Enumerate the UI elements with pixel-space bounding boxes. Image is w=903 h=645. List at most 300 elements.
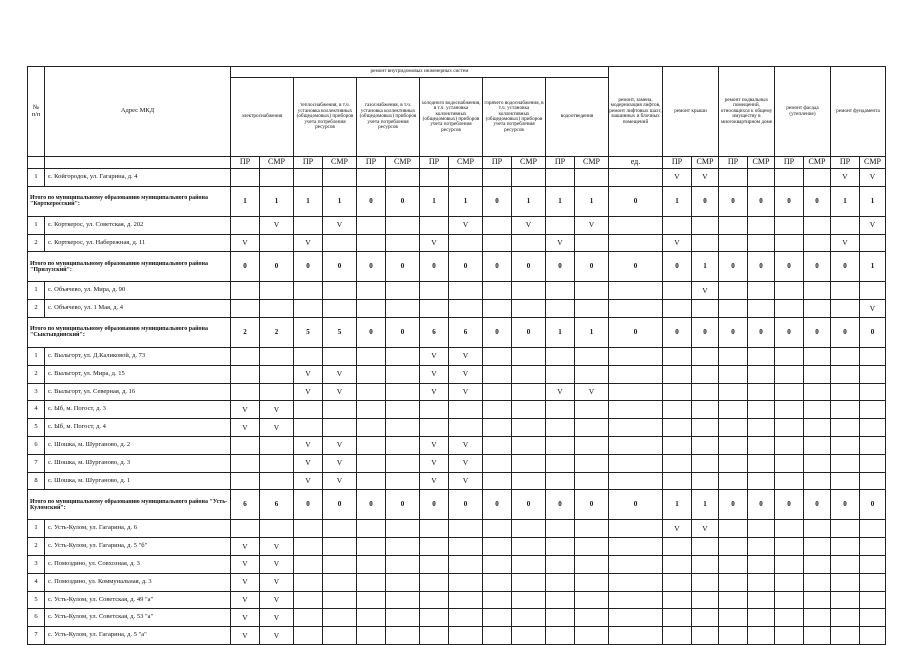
mark-cell: V [831,169,860,187]
mark-cell [260,520,294,538]
smr-subheader: СМР [449,157,483,169]
mark-cell: V [260,573,294,591]
mark-cell [775,365,804,383]
mark-cell [294,555,323,573]
mark-cell: V [323,436,357,454]
mark-cell: V [231,573,260,591]
mark-cell: V [546,234,575,252]
table-row [28,419,886,437]
mark-cell [575,627,609,645]
mark-cell [831,216,860,234]
mark-cell [609,472,663,490]
mark-cell [483,419,512,437]
mark-cell [609,383,663,401]
total-row [28,186,886,216]
mark-cell [663,383,692,401]
mark-cell [231,383,260,401]
mark-cell [386,520,420,538]
pr-subheader: ПР [546,157,575,169]
smr-subheader: СМР [804,157,831,169]
mark-cell [231,472,260,490]
mark-cell [692,573,719,591]
mark-cell [692,555,719,573]
address-cell: с. Шошка, м. Шурганово, д. 1 [45,472,231,490]
mark-cell [546,216,575,234]
mark-cell [357,383,386,401]
mark-cell: V [294,365,323,383]
total-value-cell: 1 [546,317,575,347]
mark-cell [831,436,860,454]
mark-cell [692,300,719,318]
mark-cell [804,419,831,437]
mark-cell [860,401,886,419]
mark-cell [804,300,831,318]
mark-cell [512,520,546,538]
mark-cell [748,234,775,252]
mark-cell [775,472,804,490]
mark-cell [719,627,748,645]
mark-cell [357,436,386,454]
mark-cell [775,169,804,187]
mark-cell [294,591,323,609]
total-value-cell: 0 [804,252,831,282]
mark-cell [692,538,719,556]
mark-cell [692,419,719,437]
mark-cell [449,520,483,538]
mark-cell [831,538,860,556]
mark-cell [663,472,692,490]
mark-cell [719,454,748,472]
mark-cell [719,609,748,627]
mark-cell [804,573,831,591]
mark-cell [804,234,831,252]
mark-cell [260,383,294,401]
total-value-cell: 0 [748,490,775,520]
row-number: 2 [28,300,45,318]
facade-column-header: ремонт фасада (утепление) [775,67,831,157]
row-number: 3 [28,383,45,401]
row-number: 5 [28,591,45,609]
mark-cell [609,591,663,609]
mark-cell [546,419,575,437]
mark-cell: V [260,216,294,234]
mark-cell [748,300,775,318]
mark-cell [546,436,575,454]
mark-cell [357,454,386,472]
total-label: Итого по муниципальному образованию муниципального района "Корткеросский": [28,186,231,216]
mark-cell [860,454,886,472]
mark-cell [748,538,775,556]
pr-subheader: ПР [483,157,512,169]
total-value-cell: 0 [609,186,663,216]
mark-cell: V [260,609,294,627]
mark-cell [483,436,512,454]
total-row [28,317,886,347]
mark-cell: V [420,436,449,454]
mark-cell: V [323,365,357,383]
mark-cell [831,419,860,437]
mark-cell: V [294,472,323,490]
mark-cell [804,472,831,490]
mark-cell [386,234,420,252]
smr-subheader: СМР [512,157,546,169]
address-cell: с. Объячево, ул. Мира, д. 90 [45,282,231,300]
mark-cell [804,282,831,300]
total-value-cell: 0 [386,252,420,282]
mark-cell: V [260,591,294,609]
mark-cell [804,591,831,609]
mark-cell [231,436,260,454]
mark-cell [663,436,692,454]
mark-cell [831,555,860,573]
mark-cell [663,401,692,419]
total-value-cell: 0 [719,490,748,520]
total-value-cell: 0 [609,317,663,347]
mark-cell [546,454,575,472]
mark-cell [775,627,804,645]
mark-cell: V [260,627,294,645]
table-row [28,300,886,318]
mark-cell [231,454,260,472]
mark-cell [860,520,886,538]
subheader-blank [45,157,231,169]
mark-cell [449,555,483,573]
row-number: 6 [28,436,45,454]
mark-cell: V [231,419,260,437]
row-number: 1 [28,169,45,187]
address-cell: с. Выльгорт, ул. Мира, д. 15 [45,365,231,383]
mark-cell [831,282,860,300]
mark-cell: V [420,347,449,365]
electricity-column-header: электроснабжения [231,78,294,157]
mark-cell [546,555,575,573]
total-label: Итого по муниципальному образованию муниципального района "Усть-Куломский": [28,490,231,520]
mark-cell [831,609,860,627]
mark-cell [512,365,546,383]
mark-cell [386,419,420,437]
mark-cell [294,573,323,591]
total-value-cell: 0 [775,186,804,216]
mark-cell [483,347,512,365]
address-cell: с. Усть-Кулом, ул. Гагарина, д. 5 "б" [45,538,231,556]
address-cell: с. Выльгорт, ул. Д.Каликовой, д. 73 [45,347,231,365]
mark-cell [546,609,575,627]
mark-cell [775,520,804,538]
total-value-cell: 1 [663,186,692,216]
mark-cell: V [575,383,609,401]
table-row [28,216,886,234]
mark-cell [512,282,546,300]
total-value-cell: 0 [546,252,575,282]
mark-cell [294,609,323,627]
total-value-cell: 1 [575,186,609,216]
mark-cell [294,520,323,538]
mark-cell: V [575,216,609,234]
mark-cell [748,573,775,591]
total-value-cell: 1 [420,186,449,216]
total-value-cell: 0 [483,317,512,347]
address-cell: с. Корткерос, ул. Набережная, д. 11 [45,234,231,252]
total-value-cell: 0 [512,317,546,347]
table-row [28,538,886,556]
total-value-cell: 0 [719,317,748,347]
mark-cell [420,627,449,645]
total-value-cell: 0 [719,252,748,282]
mark-cell [692,365,719,383]
row-number: 7 [28,627,45,645]
mark-cell: V [449,383,483,401]
total-value-cell: 0 [386,186,420,216]
mark-cell [804,347,831,365]
mark-cell [692,472,719,490]
mark-cell [357,169,386,187]
smr-subheader: СМР [260,157,294,169]
total-value-cell: 0 [323,490,357,520]
mark-cell [294,216,323,234]
mark-cell [420,419,449,437]
mark-cell [357,609,386,627]
subheader-blank [28,157,45,169]
mark-cell [719,538,748,556]
mark-cell [420,216,449,234]
mark-cell [719,234,748,252]
pr-subheader: ПР [294,157,323,169]
mark-cell [483,520,512,538]
mark-cell [546,538,575,556]
mark-cell [483,365,512,383]
mark-cell: V [323,454,357,472]
mark-cell [323,401,357,419]
mark-cell: V [294,234,323,252]
total-value-cell: 0 [609,490,663,520]
mark-cell [860,234,886,252]
mark-cell: V [449,454,483,472]
total-value-cell: 0 [483,186,512,216]
mark-cell [609,627,663,645]
mark-cell: V [692,520,719,538]
total-value-cell: 0 [831,317,860,347]
mark-cell [546,401,575,419]
mark-cell: V [512,216,546,234]
mark-cell [860,627,886,645]
mark-cell [323,538,357,556]
total-value-cell: 0 [663,252,692,282]
mark-cell [692,436,719,454]
mark-cell: V [420,234,449,252]
table-row [28,627,886,645]
mark-cell [357,282,386,300]
mark-cell [748,609,775,627]
mark-cell: V [231,401,260,419]
mark-cell [719,169,748,187]
mark-cell [663,216,692,234]
mark-cell [386,347,420,365]
mark-cell [860,347,886,365]
mark-cell [575,609,609,627]
table-row [28,282,886,300]
total-value-cell: 0 [663,317,692,347]
basement-column-header: ремонт подвальных помещений, относящихся к общему имуществу в многоквартирном доме [719,67,775,157]
mark-cell [420,591,449,609]
total-value-cell: 0 [483,252,512,282]
mark-cell [357,300,386,318]
mark-cell [831,591,860,609]
mark-cell: V [449,347,483,365]
mark-cell [357,401,386,419]
mark-cell [748,365,775,383]
mark-cell: V [260,419,294,437]
mark-cell [804,555,831,573]
total-value-cell: 1 [692,252,719,282]
mark-cell [775,300,804,318]
mark-cell [512,169,546,187]
mark-cell [260,282,294,300]
mark-cell [775,609,804,627]
total-value-cell: 1 [575,317,609,347]
mark-cell [609,538,663,556]
mark-cell: V [231,627,260,645]
mark-cell [775,419,804,437]
mark-cell [692,234,719,252]
mark-cell [692,347,719,365]
row-number: 1 [28,216,45,234]
mark-cell: V [860,216,886,234]
mark-cell [860,609,886,627]
mark-cell [546,591,575,609]
mark-cell [420,573,449,591]
mark-cell [748,401,775,419]
mark-cell [609,436,663,454]
address-cell: с. Усть-Кулом, ул. Гагарина, д. 5 "а" [45,627,231,645]
mark-cell [449,538,483,556]
total-value-cell: 1 [449,186,483,216]
mark-cell [546,282,575,300]
total-value-cell: 0 [357,252,386,282]
smr-subheader: СМР [323,157,357,169]
total-value-cell: 0 [546,490,575,520]
mark-cell [663,300,692,318]
total-value-cell: 0 [692,317,719,347]
total-row [28,490,886,520]
row-number: 1 [28,282,45,300]
address-cell: с. Помоздино, ул. Совхозная, д. 3 [45,555,231,573]
mark-cell [748,627,775,645]
total-value-cell: 0 [775,252,804,282]
mark-cell [609,234,663,252]
mark-cell [294,419,323,437]
mark-cell [260,472,294,490]
mark-cell [719,401,748,419]
smr-subheader: СМР [748,157,775,169]
pr-subheader: ПР [420,157,449,169]
mark-cell [483,573,512,591]
smr-subheader: СМР [692,157,719,169]
address-cell: с. Усть-Кулом, ул. Советская, д. 49 "а" [45,591,231,609]
table-row [28,347,886,365]
mark-cell: V [323,472,357,490]
mark-cell: V [231,609,260,627]
unit-subheader: ед. [609,157,663,169]
mark-cell [663,538,692,556]
total-value-cell: 6 [449,317,483,347]
row-number: 5 [28,419,45,437]
mark-cell [260,234,294,252]
mark-cell: V [546,383,575,401]
mark-cell [719,216,748,234]
mark-cell [546,573,575,591]
total-value-cell: 0 [260,252,294,282]
mark-cell [420,169,449,187]
capital-repair-table [27,66,886,645]
mark-cell [483,169,512,187]
address-cell: с. Койгородок, ул. Гагарина, д. 4 [45,169,231,187]
mark-cell [831,627,860,645]
mark-cell [748,591,775,609]
mark-cell [575,401,609,419]
mark-cell [260,169,294,187]
total-value-cell: 0 [231,252,260,282]
total-value-cell: 0 [483,490,512,520]
mark-cell [386,627,420,645]
total-value-cell: 0 [609,252,663,282]
mark-cell: V [420,365,449,383]
mark-cell [260,347,294,365]
mark-cell [748,520,775,538]
mark-cell [546,627,575,645]
mark-cell [575,555,609,573]
table-row [28,520,886,538]
mark-cell [804,609,831,627]
total-label: Итого по муниципальному образованию муниципального района "Прилузский": [28,252,231,282]
mark-cell: V [260,538,294,556]
mark-cell: V [449,216,483,234]
total-value-cell: 0 [512,252,546,282]
mark-cell [231,169,260,187]
total-value-cell: 6 [260,490,294,520]
mark-cell: V [831,234,860,252]
total-value-cell: 1 [692,490,719,520]
row-number: 6 [28,609,45,627]
address-cell: с. Усть-Кулом, ул. Гагарина, д. 6 [45,520,231,538]
cold-water-column-header: холодного водоснабжения, в т.ч. установка коллективных (общедомовых) приборов учета потребления ресурсов [420,78,483,157]
total-value-cell: 5 [323,317,357,347]
mark-cell [512,472,546,490]
mark-cell [609,216,663,234]
total-value-cell: 0 [804,186,831,216]
mark-cell [804,216,831,234]
total-value-cell: 0 [748,317,775,347]
mark-cell [449,627,483,645]
mark-cell [512,300,546,318]
mark-cell [231,347,260,365]
total-value-cell: 0 [323,252,357,282]
mark-cell [231,216,260,234]
address-cell: с. Помоздино, ул. Коммунальная, д. 3 [45,573,231,591]
mark-cell [357,591,386,609]
mark-cell [575,365,609,383]
mark-cell [609,520,663,538]
mark-cell: V [860,169,886,187]
mark-cell [609,609,663,627]
mark-cell [804,436,831,454]
mark-cell [546,472,575,490]
mark-cell [512,591,546,609]
mark-cell [804,383,831,401]
mark-cell [546,520,575,538]
mark-cell [663,365,692,383]
mark-cell [357,365,386,383]
mark-cell [386,436,420,454]
